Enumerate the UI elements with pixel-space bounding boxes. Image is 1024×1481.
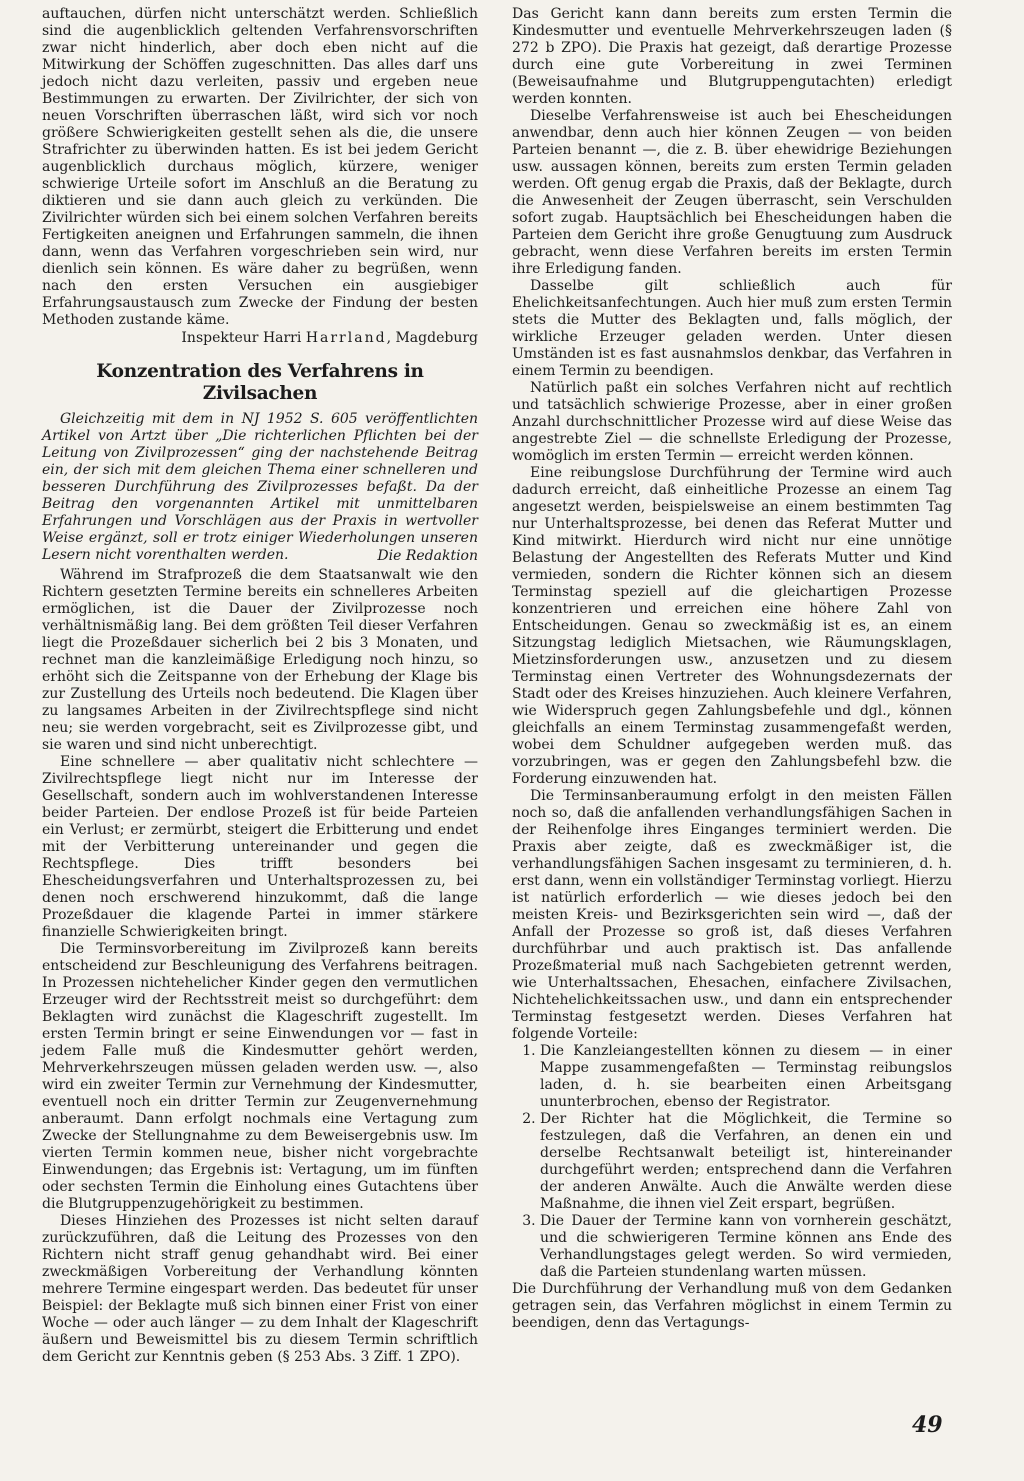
paragraph: Die Durchführung der Verhandlung muß von dem Gedanken getragen sein, das Verfahren möglichst in einem Termin zu beendigen, denn das Vertagungs- bbox=[512, 1281, 952, 1331]
list-item: 2. Der Richter hat die Möglichkeit, die Termine so festzulegen, daß die Verfahren, an denen ein und derselbe Rechtsanwalt beteiligt ist, hintereinander durchgeführt werden; entsprechend dann die Verfahren der anderen Anwälte. Auch die Anwälte werden diese Maßnahme, die ihnen viel Zeit erspart, begrüßen. bbox=[540, 1111, 952, 1213]
paragraph: Natürlich paßt ein solches Verfahren nicht auf rechtlich und tatsächlich schwierige Prozesse, aber in einer großen Anzahl durchschnittlicher Prozesse wird auf diese Weise das angestrebte Ziel — die schnellste Erledigung der Prozesse, womöglich im ersten Termin — erreicht werden können. bbox=[512, 380, 952, 464]
right-column bbox=[512, 6, 952, 1332]
list-item: 1. Die Kanzleiangestellten können zu diesem — in einer Mappe zusammengefaßten — Terminstag reibungslos laden, d. h. sie bearbeiten einen Arbeitsgang ununterbrochen, ebenso der Registrator. bbox=[540, 1043, 952, 1111]
paragraph: Dasselbe gilt schließlich auch für Ehelichkeitsanfechtungen. Auch hier muß zum ersten Termin stets die Mutter des Beklagten und, falls möglich, der wirkliche Erzeuger geladen werden. Unter diesen Umständen ist es fast ausnahmslos denkbar, das Verfahren in einem Termin zu beendigen. bbox=[512, 278, 952, 379]
paragraph: Die Terminsvorbereitung im Zivilprozeß kann bereits entscheidend zur Beschleunigung des Verfahrens beitragen. In Prozessen nichtehelicher Kinder gegen den vermutlichen Erzeuger wird der Rechtsstreit meist so durchgeführt: dem Beklagten wird zunächst die Klageschrift zugestellt. Im ersten Termin bringt er seine Einwendungen vor — fast in jedem Falle muß die Kindesmutter gehört werden, Mehrverkehrszeugen müssen geladen werden usw. —, also wird ein zweiter Termin zur Vernehmung der Kindesmutter, eventuell noch ein dritter Termin zur Zeugenvernehmung anberaumt. Dann erfolgt nochmals eine Vertagung zum Zwecke der Stellungnahme zu dem Beweisergebnis usw. Im vierten Termin kommen neue, bisher nicht vorgebrachte Einwendungen; das Ergebnis ist: Vertagung, um im fünften oder sechsten Termin die Einholung eines Gutachtens über die Blutgruppenzugehörigkeit zu bestimmen. bbox=[42, 941, 478, 1212]
paragraph: Das Gericht kann dann bereits zum ersten Termin die Kindesmutter und eventuelle Mehrverkehrszeugen laden (§ 272 b ZPO). Die Praxis hat gezeigt, daß derartige Prozesse durch eine gute Vorbereitung in zwei Terminen (Beweisaufnahme und Blutgruppengutachten) erledigt werden konnten. bbox=[512, 6, 952, 107]
paragraph: Dieselbe Verfahrensweise ist auch bei Ehescheidungen anwendbar, denn auch hier können Zeugen — von beiden Parteien benannt —, die z. B. über ehewidrige Beziehungen usw. aussagen können, bereits zum ersten Termin geladen werden. Oft genug ergab die Praxis, daß der Beklagte, durch die Anwesenheit der Zeugen überrascht, sein Verschulden sofort zugab. Hauptsächlich bei Ehescheidungen haben die Parteien dem Gericht ihre große Genugtuung zum Ausdruck gebracht, wenn diese Verfahren bereits im ersten Termin ihre Erledigung fanden. bbox=[512, 108, 952, 277]
article-heading: Konzentration des Verfahrens in Zivilsachen bbox=[96, 361, 424, 404]
editorial-note bbox=[42, 411, 478, 565]
paragraph: auftauchen, dürfen nicht unterschätzt werden. Schließlich sind die augenblicklich geltenden Verfahrensvorschriften zwar nicht hinderlich, aber doch eben nicht auf die Mitwirkung der Schöffen zugeschnitten. Das alles darf uns jedoch nicht dazu verleiten, passiv und ergeben neue Bestimmungen zu erwarten. Der Zivilrichter, der sich von neuen Vorschriften überraschen läßt, wird sich vor noch größere Schwierigkeiten gestellt sehen als die, die unsere Strafrichter zu überwinden hatten. Es ist bei jedem Gericht augenblicklich durchaus möglich, kürzere, weniger schwierige Urteile sofort im Anschluß an die Beratung zu diktieren und sie dann auch gleich zu verkünden. Die Zivilrichter würden sich bei einem solchen Verfahren bereits Fertigkeiten aneignen und Erfahrungen sammeln, die ihnen dann, wenn das Verfahren vorgeschrieben sein wird, nur dienlich sein können. Es wäre daher zu begrüßen, wenn nach den ersten Versuchen ein ausgiebiger Erfahrungsaustausch zum Zwecke der Findung der besten Methoden zustande käme. bbox=[42, 6, 478, 328]
paragraph: Dieses Hinziehen des Prozesses ist nicht selten darauf zurückzuführen, daß die Leitung des Prozesses von den Richtern nicht straff genug gehandhabt wird. Bei einer zweckmäßigen Vorbereitung der Verhandlung könnten mehrere Termine eingespart werden. Das bedeutet für unser Beispiel: der Beklagte muß sich binnen einer Frist von einer Woche — oder auch länger — zu dem Inhalt der Klageschrift äußern und Beweismittel bis zu diesem Termin schriftlich dem Gericht zur Kenntnis geben (§ 253 Abs. 3 Ziff. 1 ZPO). bbox=[42, 1213, 478, 1365]
paragraph: Die Terminsanberaumung erfolgt in den meisten Fällen noch so, daß die anfallenden verhandlungsfähigen Sachen in der Reihenfolge ihres Einganges terminiert werden. Die Praxis aber zeigte, daß es zweckmäßiger ist, die verhandlungsfähigen Sachen insgesamt zu terminieren, d. h. erst dann, wenn ein vollständiger Terminstag vorliegt. Hierzu ist natürlich erforderlich — wie dieses jedoch bei den meisten Kreis- und Bezirksgerichten sein wird —, daß der Anfall der Prozesse so groß ist, daß dieses Verfahren durchführbar und auch praktisch ist. Das anfallende Prozeßmaterial muß nach Sachgebieten getrennt werden, wie Unterhaltssachen, Ehesachen, einfachere Zivilsachen, Nichtehelichkeitssachen usw., und dann ein entsprechender Terminstag festgesetzt werden. Dieses Verfahren hat folgende Vorteile: bbox=[512, 788, 952, 1042]
editorial-intro: Gleichzeitig mit dem in NJ 1952 S. 605 veröffentlichten Artikel von Artzt über „Die richterlichen Pflichten bei der Leitung von Zivilprozessen“ ging der nachstehende Beitrag ein, der sich mit dem gleichen Thema einer schnelleren und besseren Durchführung des Zivilprozesses befaßt. Da der Beitrag den vorgenannten Artikel mit unmittelbaren Erfahrungen und Vorschlägen aus der Praxis in wertvoller Weise ergänzt, soll er trotz einiger Wiederholungen unseren Lesern nicht vorenthalten werden. bbox=[42, 411, 478, 563]
paragraph: Eine reibungslose Durchführung der Termine wird auch dadurch erreicht, daß einheitliche Prozesse an einem Tag angesetzt werden, beispielsweise an einem bestimmten Tag nur Unterhaltsprozesse, bei denen das Referat Mutter und Kind mitwirkt. Hierdurch wird nicht nur eine unnötige Belastung der Angestellten des Referats Mutter und Kind vermieden, sondern die Richter können sich an diesem Terminstag speziell auf die gleichartigen Prozesse konzentrieren und erreichen eine höhere Zahl von Entscheidungen. Genau so zweckmäßig ist es, an einem Sitzungstag lediglich Mietsachen, wie Räumungsklagen, Mietzinsforderungen usw., anzusetzen und zu diesem Terminstag einen Vertreter des Wohnungsdezernats der Stadt oder des Kreises hinzuziehen. Auch kleinere Verfahren, wie Widerspruch gegen Zahlungsbefehle und dgl., können gleichfalls an einem Terminstag zusammengefaßt werden, wobei dem Schuldner aufgegeben werden muß. das vorzubringen, was er gegen den Zahlungsbefehl bzw. die Forderung einzuwenden hat. bbox=[512, 465, 952, 787]
page-number: 49 bbox=[912, 1412, 943, 1438]
paragraph: Eine schnellere — aber qualitativ nicht schlechtere — Zivilrechtspflege liegt nicht nur im Interesse der Gesellschaft, sondern auch im wohlverstandenen Interesse beider Parteien. Der endlose Prozeß ist für beide Parteien ein Verlust; er zermürbt, steigert die Erbitterung und endet mit der Verbitterung untereinander und gegen die Rechtspflege. Dies trifft besonders bei Ehescheidungsverfahren und Unterhaltsprozessen zu, bei denen noch erschwerend hinzukommt, daß die lange Prozeßdauer die klagende Partei in immer stärkere finanzielle Schwierigkeiten bringt. bbox=[42, 754, 478, 940]
left-column bbox=[42, 6, 478, 1366]
author-signature: Inspekteur Harri Harrland, Magdeburg bbox=[181, 330, 478, 346]
paragraph: Während im Strafprozeß die dem Staatsanwalt wie den Richtern gesetzten Termine bereits ein schnelleres Arbeiten ermöglichen, ist die Dauer der Zivilprozesse noch verhältnismäßig lang. Bei dem größten Teil dieser Verfahren liegt die Prozeßdauer sicherlich bei 2 bis 3 Monaten, und rechnet man die kanzleimäßige Erledigung noch hinzu, so erhöht sich die Zeitspanne von der Erhebung der Klage bis zur Zustellung des Urteils noch bedeutend. Die Klagen über zu langsames Arbeiten in der Zivilrechtspflege sind nicht neu; sie werden vorgebracht, seit es Zivilprozesse gibt, und sie waren und sind nicht unberechtigt. bbox=[42, 567, 478, 753]
list-item: 3. Die Dauer der Termine kann von vornherein geschätzt, und die schwierigeren Termine können ans Ende des Verhandlungstages gelegt werden. So wird vermieden, daß die Parteien stundenlang warten müssen. bbox=[540, 1213, 952, 1281]
editorial-credit: Die Redaktion bbox=[377, 548, 478, 564]
advantages-list bbox=[512, 1043, 952, 1281]
